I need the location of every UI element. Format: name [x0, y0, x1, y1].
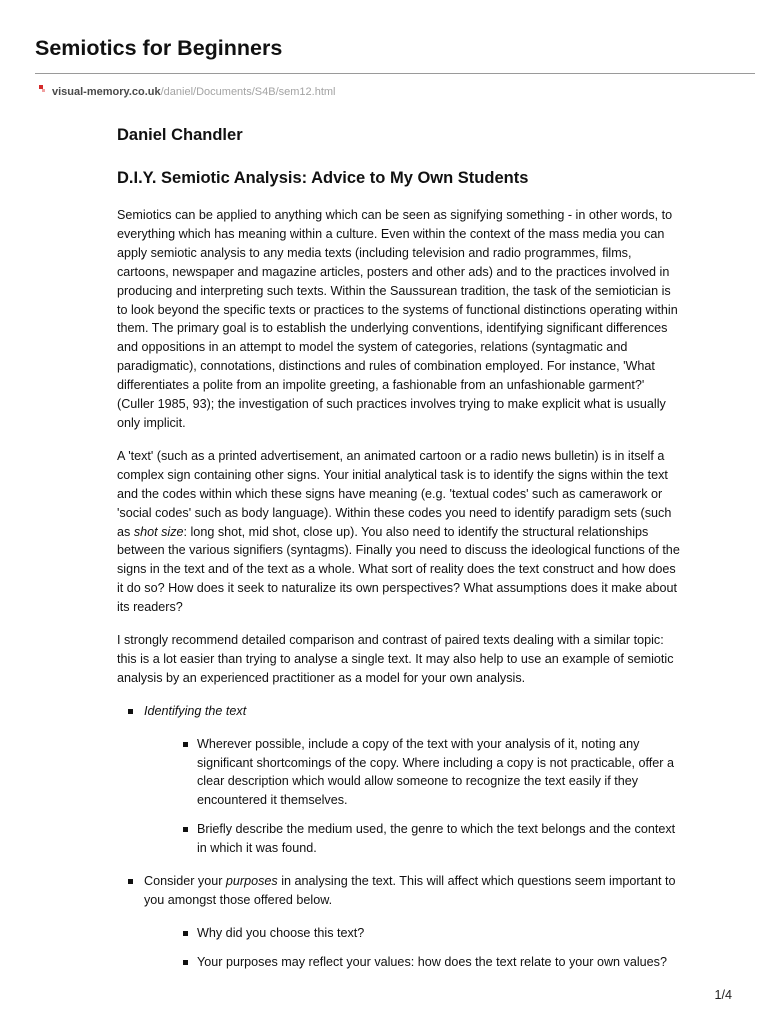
paragraph-3: I strongly recommend detailed comparison and contrast of paired texts dealing with a similar topic: this is a lot easier than trying to analyse a single text. It may also help to use an example of semiotic analysis by an experienced practitioner as a model for your own analysis. — [117, 633, 674, 685]
sub-list-item-text: Your purposes may reflect your values: how does the text relate to your own values? — [197, 954, 667, 969]
square-bullet-icon — [183, 742, 188, 747]
page-title: Semiotics for Beginners — [35, 36, 283, 60]
list-item-heading: Identifying the text — [144, 703, 247, 718]
article-subtitle: D.I.Y. Semiotic Analysis: Advice to My Own Students — [117, 169, 529, 187]
sub-list-item-text: Briefly describe the medium used, the genre to which the text belongs and the context in which it was found. — [197, 822, 676, 856]
title-divider — [35, 73, 755, 74]
square-bullet-icon — [183, 827, 188, 832]
source-domain[interactable]: visual-memory.co.uk — [52, 86, 161, 98]
list-item-heading-text-b: in analysing the text. This will affect which questions seem important to you amongst those offered below. — [144, 874, 676, 907]
sub-list — [144, 924, 682, 972]
sub-list-item-text: Why did you choose this text? — [197, 925, 365, 940]
article-body — [117, 124, 682, 986]
sub-list — [144, 735, 682, 858]
sub-list-item-text: Wherever possible, include a copy of the text with your analysis of it, noting any significant shortcomings of the copy. Where including a copy is not practicable, offer a clear description which would allow someone to recognize the text easily if they encountered it themselves. — [197, 736, 674, 808]
square-bullet-icon — [128, 879, 133, 884]
paragraph-2-text-b: : long shot, mid shot, close up). You also need to identify the structural relationships between the various signifiers (syntagms). Finally you need to discuss the ideological functions of the signs in the text and of the text as a whole. What sort of reality does the text construct and how does it do so? How does it seek to naturalize its own perspectives? What assumptions does it make about its readers? — [117, 524, 680, 615]
sub-list-item — [171, 820, 682, 858]
list-item — [117, 872, 682, 972]
sub-list-item — [171, 953, 682, 972]
paragraph-1: Semiotics can be applied to anything which can be seen as signifying something - in other words, to everything which has meaning within a culture. Even within the context of the mass media you can apply semiotic analysis to any media texts (including television and radio programmes, films, cartoons, newspaper and magazine articles, posters and other ads) and to the practices involved in producing and interpreting such texts. Within the Saussurean tradition, the task of the semiotician is to look beyond the specific texts or practices to the systems of functional distinctions operating within them. The primary goal is to establish the underlying conventions, identifying significant differences and oppositions in an attempt to model the system of categories, relations (syntagmatic and paradigmatic), connotations, distinctions and rules of combination employed. For instance, 'What differentiates a polite from an impolite greeting, a fashionable from an unfashionable garment?' (Culler 1985, 93); the investigation of such practices involves trying to make explicit what is usually only implicit. — [117, 208, 678, 430]
list-item-heading — [144, 874, 676, 907]
advice-list — [117, 702, 682, 972]
source-path[interactable]: /daniel/Documents/S4B/sem12.html — [160, 86, 336, 98]
favicon-icon — [38, 85, 46, 94]
square-bullet-icon — [128, 709, 133, 714]
list-item — [117, 702, 682, 858]
list-item-heading-text-a: Consider your — [144, 874, 226, 889]
page-number: 1/4 — [714, 988, 732, 1002]
paragraph-2-emphasis: shot size — [133, 524, 184, 539]
source-url[interactable] — [38, 85, 336, 98]
paragraph-2 — [117, 447, 682, 617]
sub-list-item — [171, 735, 682, 811]
square-bullet-icon — [183, 931, 188, 936]
list-item-heading-emphasis: purposes — [225, 874, 278, 889]
sub-list-item — [171, 924, 682, 943]
paragraph-2-text-a: A 'text' (such as a printed advertisement, an animated cartoon or a radio news bulletin) is in itself a complex sign containing other signs. Your initial analytical task is to identify the signs within the text and the codes within which these signs have meaning (e.g. 'textual codes' such as camerawork or 'social codes' such as body language). Within these codes you need to identify paradigm sets (such as — [117, 448, 672, 539]
author-name: Daniel Chandler — [117, 126, 243, 144]
square-bullet-icon — [183, 960, 188, 965]
